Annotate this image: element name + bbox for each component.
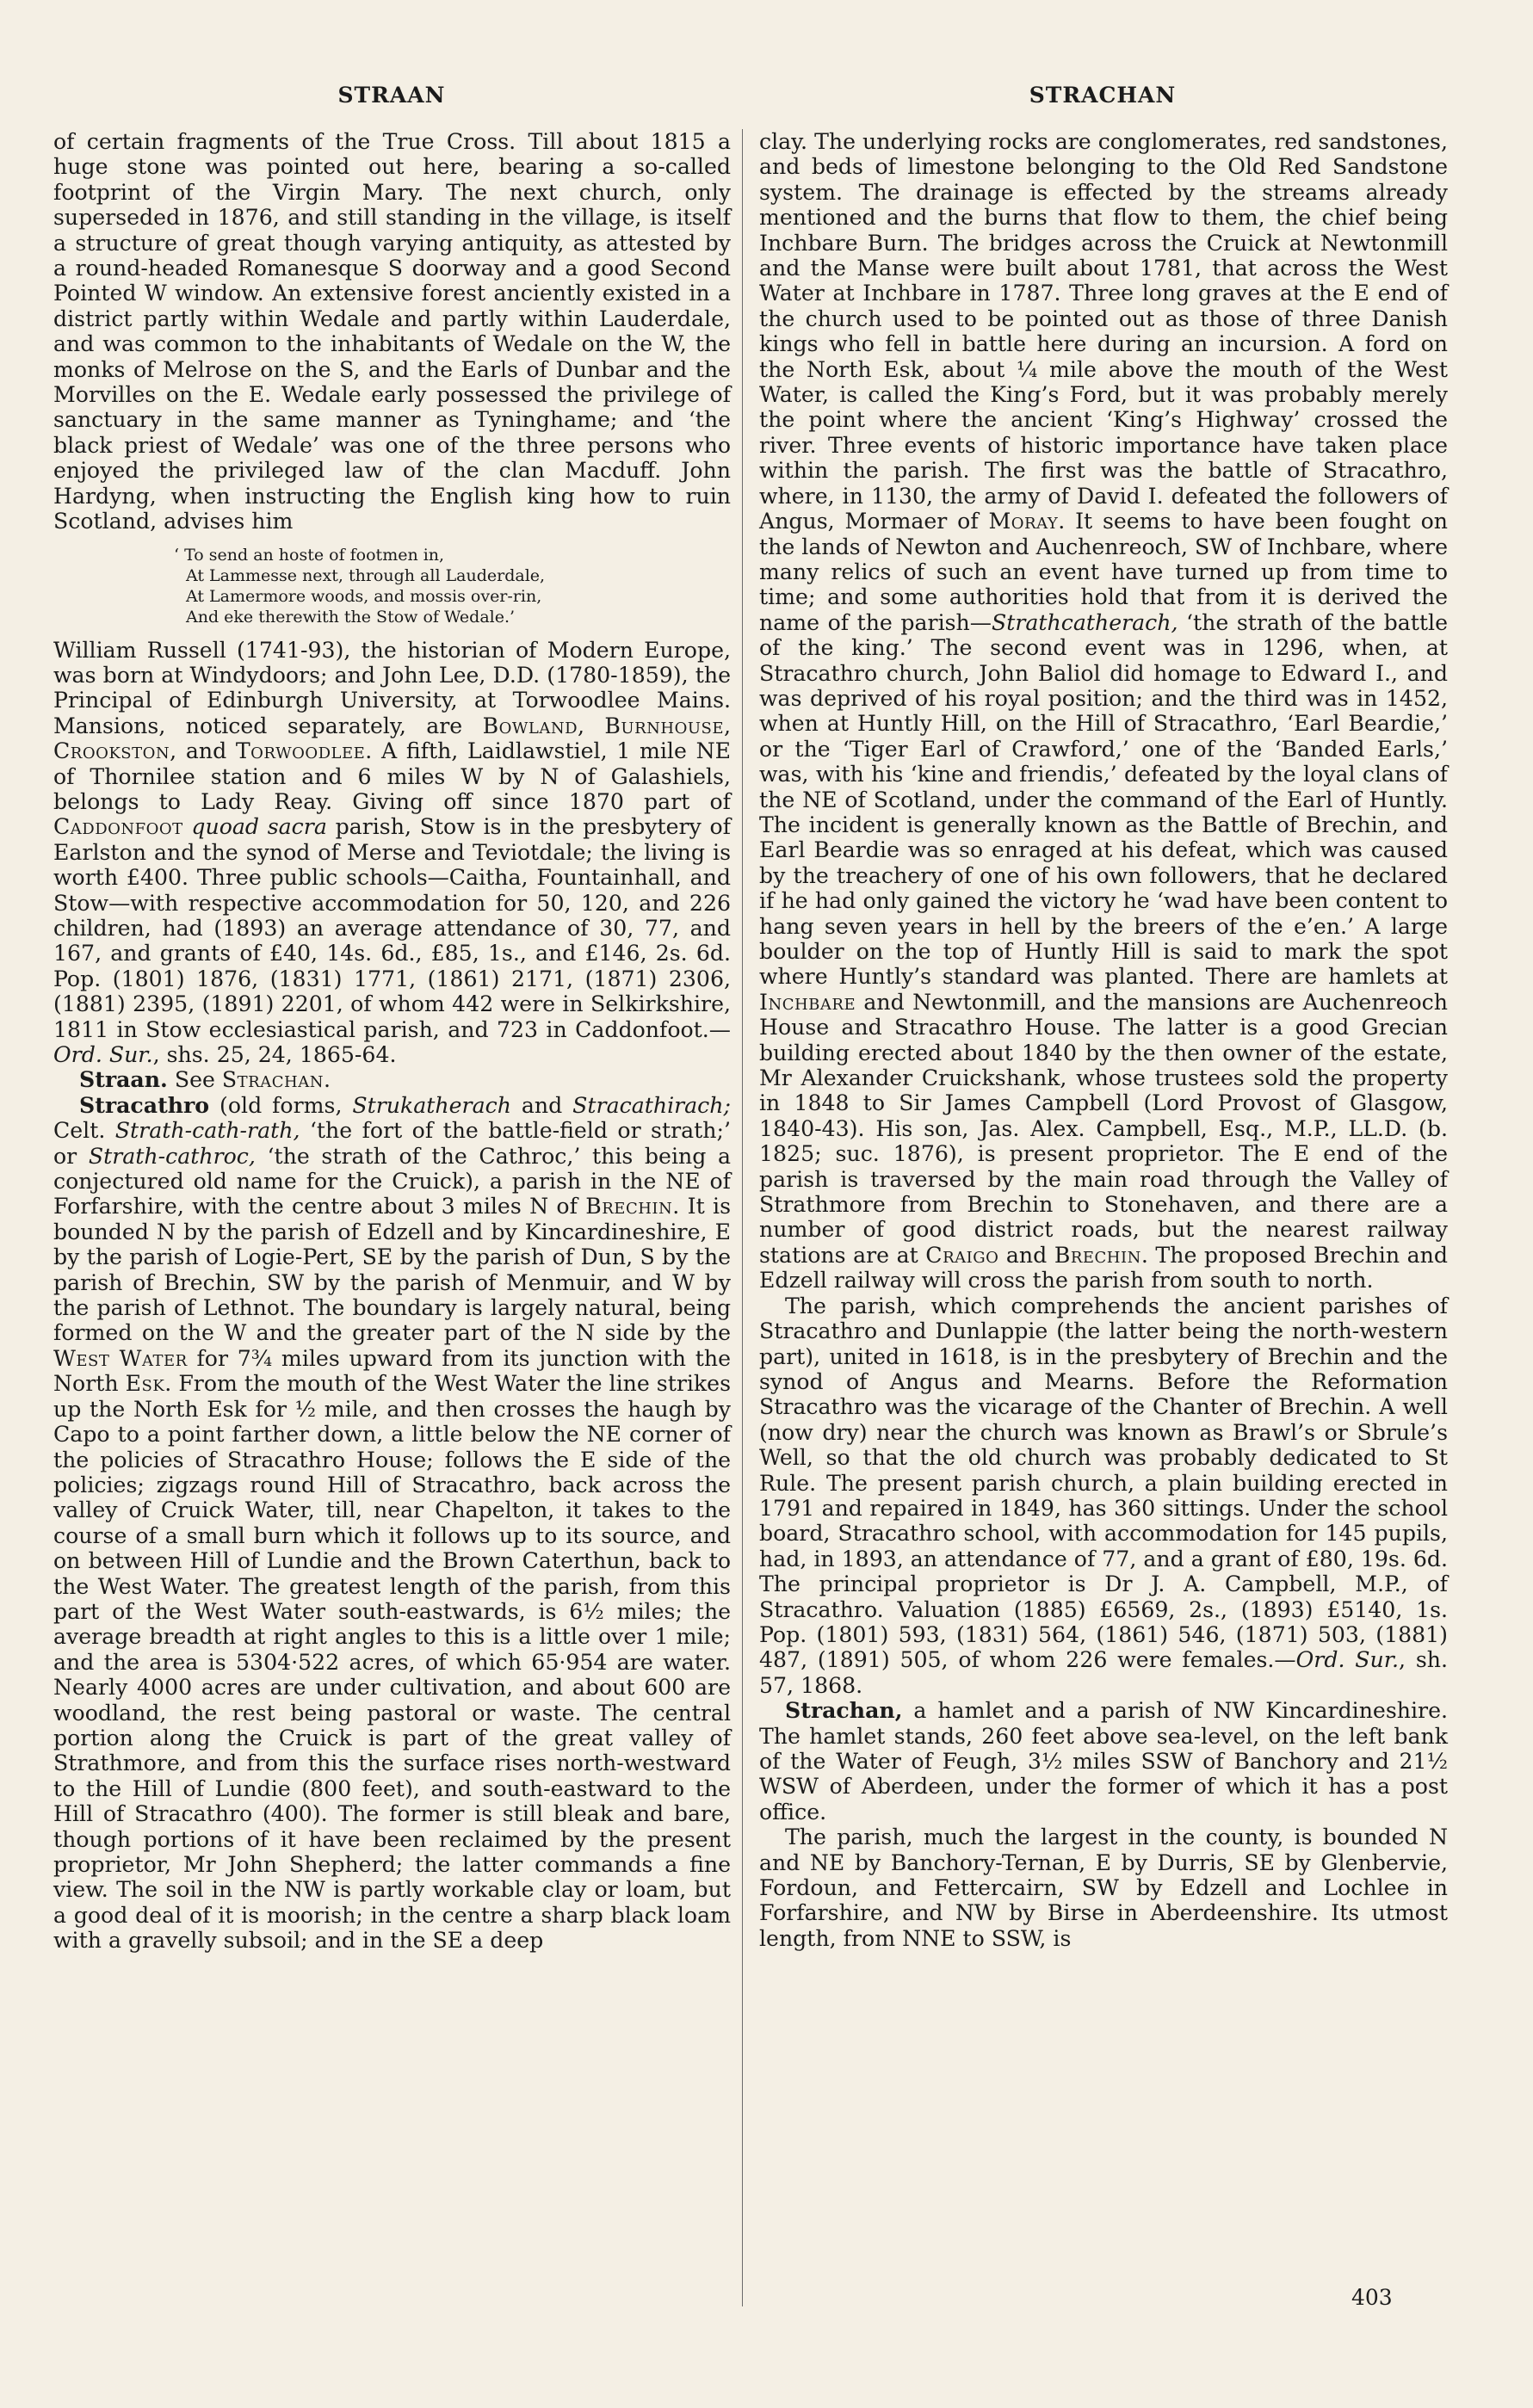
cross-reference[interactable]: Brechin: [1054, 1242, 1141, 1268]
verse-line: At Lamermore woods, and mossis over-rin,: [186, 586, 542, 606]
paragraph-stracathro-parish: The parish, which comprehends the ancient parishes of Stracathro and Dunlappie (the latter being the north-western part), united in 1618, is in the presbytery of Brechin and the synod of Angus and Mearns. Before the Reformation Stracathro was the vicarage of the Chanter of Brechin. A well (now dry) near the church was known as Brawl’s or Sbrule’s Well, so that the old church was probably dedicated to St Rule. The present parish church, a plain building erected in 1791 and repaired in 1849, has 360 sittings. Under the school board, Stracathro school, with accommodation for 145 pupils, had, in 1893, an attendance of 77, and a grant of £80, 19s. 6d. The principal proprietor is Dr J. A. Campbell, M.P., of Stracathro. Valuation (1885) £6569, 2s., (1893) £5140, 1s. Pop. (1801) 593, (1831) 564, (1861) 546, (1871) 503, (1881) 487, (1891) 505, of whom 226 were females.—Ord. Sur., sh. 57, 1868.: [759, 1293, 1448, 1698]
verse-quotation: [174, 545, 731, 627]
cross-reference[interactable]: Crookston: [53, 738, 170, 764]
cross-reference[interactable]: Moray: [988, 509, 1059, 534]
cross-reference[interactable]: Torwoodlee: [235, 738, 366, 764]
paragraph-strachan-parish: The parish, much the largest in the county, is bounded N and NE by Banchory-Ternan, E by Durris, SE by Glenbervie, Fordoun, and Fettercairn, SW by Edzell and Lochlee in Forfarshire, and NW by Birse in Aberdeenshire. Its utmost length, from NNE to SSW, is: [759, 1825, 1448, 1951]
verse-line: At Lammesse next, through all Lauderdale,: [186, 565, 546, 585]
paragraph-stow-continued: of certain fragments of the True Cross. Till about 1815 a huge stone was pointed out here, bearing a so-called footprint of the Virgin Mary. The next church, only superseded in 1876, and still standing in the village, is itself a structure of great though varying antiquity, as attested by a round-headed Romanesque S doorway and a good Second Pointed W window. An extensive forest anciently existed in a district partly within Wedale and partly within Lauderdale, and was common to the inhabitants of Wedale on the W, the monks of Melrose on the S, and the Earls of Dunbar and the Morvilles on the E. Wedale early possessed the privilege of sanctuary in the same manner as Tyninghame; and ‘the black priest of Wedale’ was one of the three persons who enjoyed the privileged law of the clan Macduff. John Hardyng, when instructing the English king how to ruin Scotland, advises him: [53, 129, 731, 534]
cross-reference[interactable]: West Water: [53, 1345, 188, 1371]
running-header-right: STRACHAN: [1029, 83, 1177, 108]
cross-reference[interactable]: Inchbare: [759, 989, 856, 1015]
verse-line: And eke therewith the Stow of Wedale.’: [186, 607, 516, 627]
entry-headword: Strachan,: [785, 1697, 903, 1724]
page-number: 403: [1351, 2285, 1393, 2310]
entry-headword: Straan.: [79, 1066, 168, 1093]
paragraph-stow-people: William Russell (1741-93), the historian of Modern Europe, was born at Windydoors; and John Lee, D.D. (1780-1859), the Principal of Edinburgh University, at Torwoodlee Mains. Mansions, noticed separately, are Bowland, Burnhouse, Crookston, and Torwoodlee. A fifth, Laidlawstiel, 1 mile NE of Thornilee station and 6 miles W by N of Galashiels, belongs to Lady Reay. Giving off since 1870 part of Caddonfoot quoad sacra parish, Stow is in the presbytery of Earlston and the synod of Merse and Teviotdale; the living is worth £400. Three public schools—Caitha, Fountainhall, and Stow—with respective accommodation for 50, 120, and 226 children, had (1893) an average attendance of 30, 77, and 167, and grants of £40, 14s. 6d., £85, 1s., and £146, 2s. 6d. Pop. (1801) 1876, (1831) 1771, (1861) 2171, (1871) 2306, (1881) 2395, (1891) 2201, of whom 442 were in Selkirkshire, 1811 in Stow ecclesiastical parish, and 723 in Caddonfoot.—Ord. Sur., shs. 25, 24, 1865-64.: [53, 637, 731, 1067]
cross-reference[interactable]: Brechin: [585, 1194, 673, 1219]
right-column: [759, 129, 1448, 1951]
cross-reference[interactable]: Caddonfoot: [53, 814, 183, 840]
cross-reference[interactable]: Strachan: [221, 1067, 324, 1093]
verse-line: ‘ To send an hoste of footmen in,: [174, 545, 445, 565]
entry-strachan: Strachan, a hamlet and a parish of NW Kincardineshire. The hamlet stands, 260 feet above sea-level, on the left bank of the Water of Feugh, 3½ miles SSW of Banchory and 21½ WSW of Aberdeen, under the former of which it has a post office.: [759, 1697, 1448, 1825]
cross-reference[interactable]: Burnhouse: [604, 713, 724, 738]
entry-straan: Straan. See Strachan.: [79, 1066, 331, 1093]
cross-reference[interactable]: Esk: [125, 1371, 165, 1397]
left-column: [53, 129, 731, 1954]
running-header-left: STRAAN: [337, 83, 446, 108]
column-divider: [742, 129, 743, 2306]
paragraph-stracathro-continued: clay. The underlying rocks are conglomerates, red sandstones, and beds of limestone belonging to the Old Red Sandstone system. The drainage is effected by the streams already mentioned and the burns that flow to them, the chief being Inchbare Burn. The bridges across the Cruick at Newtonmill and the Manse were built about 1781, that across the West Water at Inchbare in 1787. Three long graves at the E end of the church used to be pointed out as those of three Danish kings who fell in battle here during an incursion. A ford on the North Esk, about ¼ mile above the mouth of the West Water, is called the King’s Ford, but it was probably merely the point where the ancient ‘King’s Highway’ crossed the river. Three events of historic importance have taken place within the parish. The first was the battle of Stracathro, where, in 1130, the army of David I. defeated the followers of Angus, Mormaer of Moray. It seems to have been fought on the lands of Newton and Auchenreoch, SW of Inchbare, where many relics of such an event have turned up from time to time; and some authorities hold that from it is derived the name of the parish—Strathcatherach, ‘the strath of the battle of the king.’ The second event was in 1296, when, at Stracathro church, John Baliol did homage to Edward I., and was deprived of his royal position; and the third was in 1452, when at Huntly Hill, on the Hill of Stracathro, ‘Earl Beardie,’ or the ‘Tiger Earl of Crawford,’ one of the ‘Banded Earls,’ was, with his ‘kine and friendis,’ defeated by the loyal clans of the NE of Scotland, under the command of the Earl of Huntly. The incident is generally known as the Battle of Brechin, and Earl Beardie was so enraged at his defeat, which was caused by the treachery of one of his own followers, that he declared if he had only gained the victory he ‘wad have been content to hang seven years in hell by the breers of the e’en.’ A large boulder on the top of Huntly Hill is said to mark the spot where Huntly’s standard was planted. There are hamlets at Inchbare and Newtonmill, and the mansions are Auchenreoch House and Stracathro House. The latter is a good Grecian building erected about 1840 by the then owner of the estate, Mr Alexander Cruickshank, whose trustees sold the property in 1848 to Sir James Campbell (Lord Provost of Glasgow, 1840-43). His son, Jas. Alex. Campbell, Esq., M.P., LL.D. (b. 1825; suc. 1876), is present proprietor. The E end of the parish is traversed by the main road through the Valley of Strathmore from Brechin to Stonehaven, and there are a number of good district roads, but the nearest railway stations are at Craigo and Brechin. The proposed Brechin and Edzell railway will cross the parish from south to north.: [759, 129, 1448, 1294]
entry-stracathro: Stracathro (old forms, Strukatherach and Stracathirach; Celt. Strath-cath-rath, ‘the fort of the battle-field or strath;’ or Strath-cathroc, ‘the strath of the Cathroc,’ this being a conjectured old name for the Cruick), a parish in the NE of Forfarshire, with the centre about 3 miles N of Brechin. It is bounded N by the parish of Edzell and by Kincardineshire, E by the parish of Logie-Pert, SE by the parish of Dun, S by the parish of Brechin, SW by the parish of Menmuir, and W by the parish of Lethnot. The boundary is largely natural, being formed on the W and the greater part of the N side by the West Water for 7¾ miles upward from its junction with the North Esk. From the mouth of the West Water the line strikes up the North Esk for ½ mile, and then crosses the haugh by Capo to a point farther down, a little below the NE corner of the policies of Stracathro House; follows the E side of the policies; zigzags round Hill of Stracathro, back across the valley of Cruick Water, till, near Chapelton, it takes to the course of a small burn which it follows up to its source, and on between Hill of Lundie and the Brown Caterthun, back to the West Water. The greatest length of the parish, from this part of the West Water south-eastwards, is 6½ miles; the average breadth at right angles to this is a little over 1 mile; and the area is 5304·522 acres, of which 65·954 are water. Nearly 4000 acres are under cultivation, and about 600 are woodland, the rest being pastoral or waste. The central portion along the Cruick is part of the great valley of Strathmore, and from this the surface rises north-westward to the Hill of Lundie (800 feet), and south-eastward to the Hill of Stracathro (400). The former is still bleak and bare, though portions of it have been reclaimed by the present proprietor, Mr John Shepherd; the latter commands a fine view. The soil in the NW is partly workable clay or loam, but a good deal of it is moorish; in the centre a sharp black loam with a gravelly subsoil; and in the SE a deep: [53, 1091, 732, 1954]
cross-reference[interactable]: Bowland: [482, 713, 578, 738]
cross-reference[interactable]: Craigo: [925, 1242, 999, 1268]
entry-headword: Stracathro: [79, 1091, 210, 1118]
